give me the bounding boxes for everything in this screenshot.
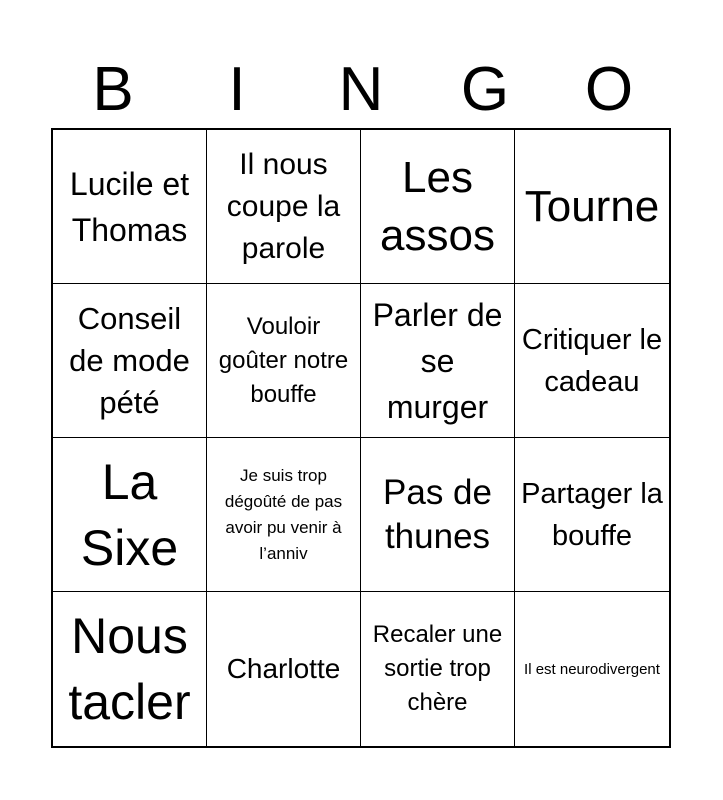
- bingo-cell[interactable]: [207, 438, 361, 592]
- bingo-cell[interactable]: [361, 592, 515, 746]
- cell-text: Vouloir goûter notre bouffe: [218, 312, 349, 408]
- bingo-header: [51, 52, 671, 128]
- bingo-cell[interactable]: [515, 592, 669, 746]
- cell-text: Il est neurodivergent: [524, 660, 660, 678]
- cell-text: Lucile et Thomas: [69, 165, 190, 248]
- cell-text: Recaler une sortie trop chère: [372, 621, 503, 716]
- cell-text: Il nous coupe la parole: [226, 147, 341, 265]
- cell-text: Pas de thunes: [383, 472, 492, 556]
- cell-text: Les assos: [380, 152, 495, 260]
- bingo-cell[interactable]: [515, 438, 669, 592]
- cell-text: Nous tacler: [68, 608, 191, 730]
- bingo-cell[interactable]: [207, 130, 361, 284]
- header-letter-g: G: [460, 55, 510, 124]
- cell-text: Charlotte: [226, 653, 341, 684]
- bingo-cell[interactable]: [207, 284, 361, 438]
- bingo-cell[interactable]: [53, 438, 207, 592]
- header-letter-b: B: [92, 55, 134, 124]
- bingo-cell[interactable]: [53, 284, 207, 438]
- cell-text: Parler de se murger: [372, 296, 503, 425]
- bingo-cell[interactable]: [207, 592, 361, 746]
- cell-text: Tourne: [524, 181, 660, 231]
- bingo-cell[interactable]: [515, 284, 669, 438]
- bingo-cell[interactable]: [53, 592, 207, 746]
- bingo-board: [51, 128, 671, 748]
- cell-text: Critiquer le cadeau: [521, 323, 663, 398]
- bingo-cell[interactable]: [361, 284, 515, 438]
- header-letter-o: O: [584, 55, 634, 124]
- header-letter-i: I: [228, 55, 246, 124]
- bingo-cell[interactable]: [53, 130, 207, 284]
- cell-text: Conseil de mode pété: [69, 300, 190, 420]
- cell-text: La Sixe: [80, 453, 179, 576]
- cell-text: Partager la bouffe: [521, 477, 663, 552]
- bingo-cell[interactable]: [361, 130, 515, 284]
- cell-text: Je suis trop dégoûté de pas avoir pu venir à l’anniv: [224, 465, 343, 563]
- bingo-cell[interactable]: [361, 438, 515, 592]
- bingo-cell[interactable]: [515, 130, 669, 284]
- header-letter-n: N: [338, 55, 384, 124]
